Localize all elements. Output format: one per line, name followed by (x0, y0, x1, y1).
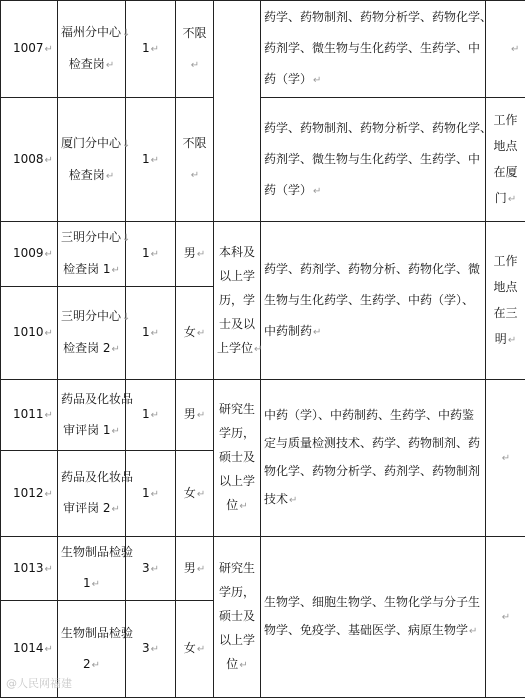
count-cell: 1↵ (126, 1, 176, 98)
table-row-1011 (1, 380, 525, 451)
count-cell: 3↵ (126, 537, 176, 601)
position-cell: 三明分中心↓ 检查岗 2↵ (58, 287, 126, 380)
position-cell: 药品及化妆品 审评岗 1↵ (58, 380, 126, 451)
watermark: @人民网福建 (6, 675, 72, 691)
position-cell: 药品及化妆品 审评岗 2↵ (58, 451, 126, 537)
count-cell: 1↵ (126, 380, 176, 451)
remark-cell: ↵ (486, 1, 525, 98)
code-cell: 1008↵ (1, 98, 58, 222)
education-cell: 研究生 学历， 硕士及 以上学 位↵ (214, 380, 261, 537)
code-cell: 1012↵ (1, 451, 58, 537)
education-cell-blank (214, 1, 261, 222)
code-cell: 1010↵ (1, 287, 58, 380)
gender-cell: 男↵ (176, 222, 214, 287)
gender-cell: 女↵ (176, 451, 214, 537)
position-cell: 生物制品检验 2↵ (58, 601, 126, 698)
gender-cell: 不限↵ (176, 1, 214, 98)
count-cell: 1↵ (126, 222, 176, 287)
location-cell: 工作 地点 在三 明↵ (486, 222, 525, 380)
remark-cell: ↵ (486, 537, 525, 698)
position-cell: 三明分中心↓ 检查岗 1↵ (58, 222, 126, 287)
major-cell: 药学、药物制剂、药物分析学、药物化学、 药剂学、微生物与生化药学、生药学、中 药（学）↵ (261, 1, 486, 98)
position-cell: 生物制品检验 1↵ (58, 537, 126, 601)
count-cell: 1↵ (126, 287, 176, 380)
table-row-1013 (1, 537, 525, 601)
code-cell: 1013↵ (1, 537, 58, 601)
gender-cell: 男↵ (176, 537, 214, 601)
table-row-1007 (1, 1, 525, 98)
gender-cell: 男↵ (176, 380, 214, 451)
table-row-1009 (1, 222, 525, 287)
education-cell: 研究生 学历， 硕士及 以上学 位↵ (214, 537, 261, 698)
code-cell: 1014↵ (1, 601, 58, 698)
code-cell: 1007↵ (1, 1, 58, 98)
position-cell: 福州分中心↓ 检查岗↵ (58, 1, 126, 98)
count-cell: 3↵ (126, 601, 176, 698)
major-cell: 中药（学）、中药制药、生药学、中药鉴 定与质量检测技术、药学、药物制剂、药 物化学、药物分析学、药剂学、药物制剂 技术↵ (261, 380, 486, 537)
education-cell: 本科及 以上学 历，学 士及以 上学位↵ (214, 222, 261, 380)
gender-cell: 女↵ (176, 287, 214, 380)
position-cell: 厦门分中心↓ 检查岗↵ (58, 98, 126, 222)
count-cell: 1↵ (126, 98, 176, 222)
gender-cell: 女↵ (176, 601, 214, 698)
table-row-1008 (1, 98, 525, 222)
code-cell: 1011↵ (1, 380, 58, 451)
remark-cell: ↵ (486, 380, 525, 537)
count-cell: 1↵ (126, 451, 176, 537)
location-cell: 工作 地点 在厦 门↵ (486, 98, 525, 222)
code-cell: 1009↵ (1, 222, 58, 287)
major-cell: 生物学、细胞生物学、生物化学与分子生 物学、免疫学、基础医学、病原生物学↵ (261, 537, 486, 698)
major-cell: 药学、药物制剂、药物分析学、药物化学、 药剂学、微生物与生化药学、生药学、中 药（学）↵ (261, 98, 486, 222)
gender-cell: 不限↵ (176, 98, 214, 222)
major-cell: 药学、药剂学、药物分析、药物化学、微 生物与生化药学、生药学、中药（学）、 中药制药↵ (261, 222, 486, 380)
